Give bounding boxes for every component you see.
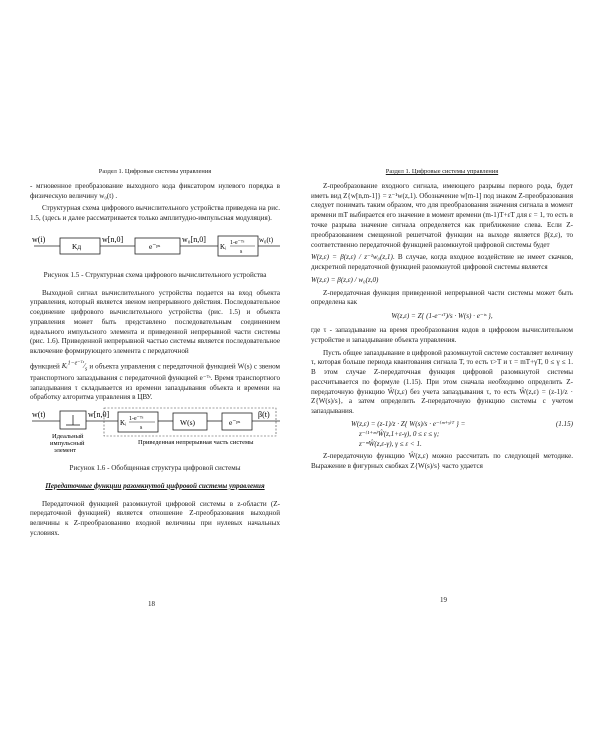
fig15-ki: Kᵢ (220, 242, 227, 251)
right-paragraph-5: Пусть общее запаздывание в цифровой разомкнутой системе составляет величину τ, которая больше периода квантования сигнала T, то есть τ>T и τ = mT+γT, 0 ≤ γ ≤ 1. В этом случае Z-передаточная функция цифровой разомкнутой системы рассчитывается по формуле (1.15). При этом сначала необходимо определить Z-передаточную функцию Ŵ(z,ε) без учета запаздывания τ, то есть Ŵ(z,ε) = (z-1)/z · Z{W(s)/s}, а затем определить Z-передаточную функцию системы с учетом запаздывания. (311, 348, 573, 416)
right-page (311, 168, 573, 475)
section-heading: Передаточные функции разомкнутой цифровой системы управления (45, 481, 265, 490)
fig16-wn0: w[n,0] (88, 410, 110, 420)
equation-number: (1.15) (555, 420, 573, 429)
fig16-cont: Приведенная непрерывная часть системы (138, 439, 254, 447)
fig16-ki: Kᵢ (120, 419, 127, 428)
left-paragraph-3: Выходной сигнал вычислительного устройства подается на вход объекта управления, который является звеном непрерывного действия. Последовательное соединение цифрового вычислительного устройства (рис. 1.5) и объекта управления может быть представлено последовательным соединением идеального импульсного элемента и приведенной непрерывной части системы (рис. 1.6). Приведенной непрерывной частью системы является последовательное включение формирующего элемента с передаточной (30, 288, 280, 356)
right-paragraph-3: Z-передаточная функция приведенной непрерывной части системы может быть определена как (311, 288, 573, 307)
formula-1-15 (311, 420, 573, 449)
fig15-wn0: w[n,0] (102, 234, 124, 244)
fig15-w-in: w(i) (32, 234, 46, 244)
right-page-number: 19 (440, 596, 447, 604)
left-page-number: 18 (148, 600, 155, 608)
left-page (30, 168, 280, 542)
right-paragraph-6: Z-передаточную функцию Ŵ(z,ε) можно рассчитать по следующей методике. Выражение в фигурных скобках Z{W(s)/s} часто удается (311, 452, 573, 471)
left-p4-rest: и объекта управления с передаточной функцией W(s) с звеном транспортного запаздывания с передаточной функцией e⁻ᵀˢ. Время транспортного запаздывания τ складывается из времени запаздывания объекта и времени на обработку алгоритма управления в ЦВУ. (30, 362, 280, 402)
figure-1-5-diagram (30, 227, 280, 265)
fig16-ws: W(s) (180, 418, 195, 428)
fig15-tf-den: s (240, 248, 243, 255)
figure-1-5-caption: Рисунок 1.5 - Структурная схема цифрового вычислительного устройства (43, 270, 267, 279)
fig16-tf-num: 1-e⁻ᵀˢ (129, 416, 144, 423)
formula-1-15-line-1: W(z,ε) = (z-1)/z · Z{ W(s)/s · e⁻⁽ᵐ⁺ᵞ⁾ᵀ } = (351, 420, 466, 429)
left-p4-lead: функцией (30, 362, 60, 371)
right-paragraph-4: где τ - запаздывание на время преобразования кодов в цифровом вычислительном устройстве и запаздывание объекта управления. (311, 325, 573, 344)
fig16-w-in: w(t) (32, 410, 46, 420)
fig15-w0t: w₀(t) (259, 235, 274, 244)
formula-eq3: W(z,ε) = Z{ (1-e⁻ˢᵀ)/s · W(s) · e⁻ᵗˢ }, (391, 312, 493, 321)
fig16-ideal: Идеальный (52, 433, 84, 441)
right-paragraph-1: Z-преобразование входного сигнала, имеющего разрывы первого рода, будет иметь вид Z{w[n,m-1]} = z⁻¹w(z,1). Обозначение w[m-1] под знаком Z-преобразования следует понимать таким образом, что для преобразования значения сигнала в момент времени mT выбирается его значение в момент времени (m-1)T+εT для ε = 1, то есть в точке разрыва значение сигнала определяется как приближение слева. Если Z-преобразованием смещенной решетчатой функции на выходе является β(z,ε), то соответственно передаточной функцией разомкнутой цифровой системы будет (311, 181, 573, 249)
figure-1-6-caption: Рисунок 1.6 - Обобщенная структура цифровой системы (69, 464, 241, 473)
formula-eq2: W(z,ε) = β(z,ε) / w₀(z,0) (311, 275, 379, 284)
fig15-kd: Kд (72, 241, 82, 251)
fig16-impulse: импульсный (50, 440, 85, 448)
left-paragraph-5: Передаточной функцией разомкнутой цифровой системы в z-области (Z-передаточной функцией) является отношение Z-преобразования выходной величины к Z-преобразованию входной величины при нулевых начальных условиях. (30, 499, 280, 537)
figure-1-6-diagram (30, 406, 280, 458)
left-paragraph-4 (30, 360, 280, 403)
fig16-element: элемент (54, 447, 77, 455)
fig15-tf-num: 1-e⁻ᵀˢ (230, 239, 245, 246)
left-running-header: Раздел 1. Цифровые системы управления (98, 168, 212, 175)
right-running-header: Раздел 1. Цифровые системы управления (385, 168, 499, 175)
fig15-w0n0: w₀[n,0] (182, 234, 206, 244)
right-paragraph-2 (311, 253, 573, 273)
fig16-beta: β(t) (258, 410, 270, 420)
left-paragraph-2: Структурная схема цифрового вычислительного устройства приведена на рис. 1.5, (здесь и далее рассматривается только амплитудно-импульсная модуляция). (30, 204, 280, 223)
fig16-delay: e⁻ᵖˢ (229, 418, 241, 428)
fig16-tf-den: s (140, 425, 143, 432)
formula-1-15-line-3: z⁻ᵐŴ(z,ε-γ), γ ≤ ε < 1. (359, 439, 422, 448)
fig15-delay: e⁻ᵖˢ (149, 241, 161, 251)
formula-eq1: W(z,ε) = β(z,ε) / z⁻¹w₀(z,1) (311, 253, 393, 262)
right-p2-text: . В случае, когда входное воздействие не имеет скачков, дискретной передаточной функцией разомкнутой цифровой системы является (311, 253, 573, 272)
left-paragraph-1: - мгновенное преобразование выходного кода фиксатором нулевого порядка в физическую величину w₀(t) . (30, 181, 280, 200)
formula-1-15-line-2: z⁻⁽¹⁺ᵐ⁾Ŵ(z,1+ε-γ), 0 ≤ ε ≤ γ; (359, 429, 440, 438)
formula-ki-fraction: $Kᵢ^{1-e^-ᵀˢ}⁄_s$ (61, 360, 88, 373)
